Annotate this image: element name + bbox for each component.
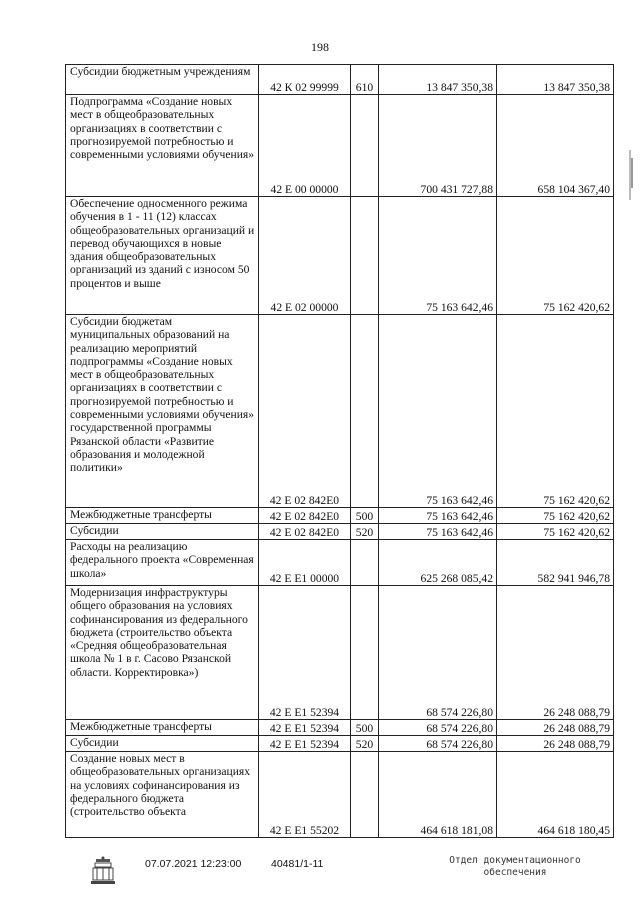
- row-vr: [351, 315, 379, 508]
- row-amount-2: 464 618 180,45: [497, 752, 614, 838]
- row-amount-2: 26 248 088,79: [497, 720, 614, 736]
- row-amount-1: 75 163 642,46: [379, 197, 497, 315]
- row-amount-2: 26 248 088,79: [497, 586, 614, 720]
- table-row: [66, 524, 614, 540]
- table-row: [66, 720, 614, 736]
- row-name: Создание новых мест в общеобразовательных организациях на условиях софинансирования из федерального бюджета (строительство объекта: [66, 752, 259, 838]
- row-name: Субсидии: [66, 736, 259, 752]
- document-footer: [0, 855, 640, 895]
- row-amount-1: 68 574 226,80: [379, 720, 497, 736]
- row-code: 42 Е 02 842Е0: [259, 508, 351, 524]
- row-vr: 520: [351, 524, 379, 540]
- row-amount-1: 75 163 642,46: [379, 508, 497, 524]
- footer-doc-number: 40481/1-11: [271, 858, 324, 870]
- table-row: [66, 508, 614, 524]
- table-row: [66, 540, 614, 586]
- row-amount-1: 68 574 226,80: [379, 736, 497, 752]
- row-name: Субсидии бюджетам муниципальных образований на реализацию мероприятий подпрограммы «Создание новых мест в общеобразовательных организациях в соответствии с прогнозируемой потребностью и современными условиями обучения» государственной программы Рязанской области «Развитие образования и молодежной политики»: [66, 315, 259, 508]
- row-amount-2: 582 941 946,78: [497, 540, 614, 586]
- row-code: 42 Е Е1 52394: [259, 586, 351, 720]
- row-code: 42 Е 00 00000: [259, 95, 351, 197]
- row-amount-1: 75 163 642,46: [379, 315, 497, 508]
- row-amount-1: 625 268 085,42: [379, 540, 497, 586]
- row-amount-1: 464 618 181,08: [379, 752, 497, 838]
- row-amount-2: 658 104 367,40: [497, 95, 614, 197]
- row-amount-2: 75 162 420,62: [497, 197, 614, 315]
- row-code: 42 Е Е1 00000: [259, 540, 351, 586]
- budget-table: [65, 64, 614, 838]
- row-name: Модернизация инфраструктуры общего образования на условиях софинансирования из федерального бюджета (строительство объекта «Средняя общеобразовательная школа № 1 в г. Сасово Рязанской области. Корректировка»): [66, 586, 259, 720]
- row-vr: [351, 197, 379, 315]
- row-vr: 610: [351, 65, 379, 95]
- row-amount-2: 13 847 350,38: [497, 65, 614, 95]
- row-amount-1: 700 431 727,88: [379, 95, 497, 197]
- row-code: 42 Е Е1 55202: [259, 752, 351, 838]
- table-row: [66, 752, 614, 838]
- row-amount-2: 26 248 088,79: [497, 736, 614, 752]
- row-vr: 520: [351, 736, 379, 752]
- row-amount-1: 68 574 226,80: [379, 586, 497, 720]
- row-amount-2: 75 162 420,62: [497, 315, 614, 508]
- department-stamp: [440, 855, 590, 879]
- table-row: [66, 586, 614, 720]
- row-name: Обеспечение односменного режима обучения в 1 - 11 (12) классах общеобразовательных организаций и перевод обучающихся в новые здания общеобразовательных организаций из зданий с износом 50 процентов и выше: [66, 197, 259, 315]
- row-name: Подпрограмма «Создание новых мест в общеобразовательных организациях в соответствии с прогнозируемой потребностью и современными условиями обучения»: [66, 95, 259, 197]
- row-vr: [351, 752, 379, 838]
- row-amount-2: 75 162 420,62: [497, 524, 614, 540]
- row-amount-1: 75 163 642,46: [379, 524, 497, 540]
- row-code: 42 Е Е1 52394: [259, 736, 351, 752]
- page-number: 198: [311, 40, 329, 54]
- row-vr: [351, 540, 379, 586]
- footer-date: 07.07.2021 12:23:00: [145, 858, 242, 870]
- row-vr: 500: [351, 508, 379, 524]
- row-name: Межбюджетные трансферты: [66, 508, 259, 524]
- row-name: Межбюджетные трансферты: [66, 720, 259, 736]
- row-vr: 500: [351, 720, 379, 736]
- table-row: [66, 736, 614, 752]
- table-row: [66, 197, 614, 315]
- row-code: 42 Е 02 00000: [259, 197, 351, 315]
- row-amount-1: 13 847 350,38: [379, 65, 497, 95]
- row-code: 42 Е Е1 52394: [259, 720, 351, 736]
- row-vr: [351, 95, 379, 197]
- table-row: [66, 65, 614, 95]
- table-row: [66, 95, 614, 197]
- row-amount-2: 75 162 420,62: [497, 508, 614, 524]
- row-code: 42 Е 02 842Е0: [259, 524, 351, 540]
- stamp-line-2: обеспечения: [483, 867, 547, 878]
- coat-of-arms-logo-icon: [87, 855, 119, 887]
- row-name: Субсидии: [66, 524, 259, 540]
- row-name: Расходы на реализацию федерального проекта «Современная школа»: [66, 540, 259, 586]
- row-code: 42 К 02 99999: [259, 65, 351, 95]
- row-code: 42 Е 02 842Е0: [259, 315, 351, 508]
- table-row: [66, 315, 614, 508]
- scan-artifact: [628, 150, 634, 200]
- row-name: Субсидии бюджетным учреждениям: [66, 65, 259, 95]
- stamp-line-1: Отдел документационного: [449, 855, 581, 866]
- row-vr: [351, 586, 379, 720]
